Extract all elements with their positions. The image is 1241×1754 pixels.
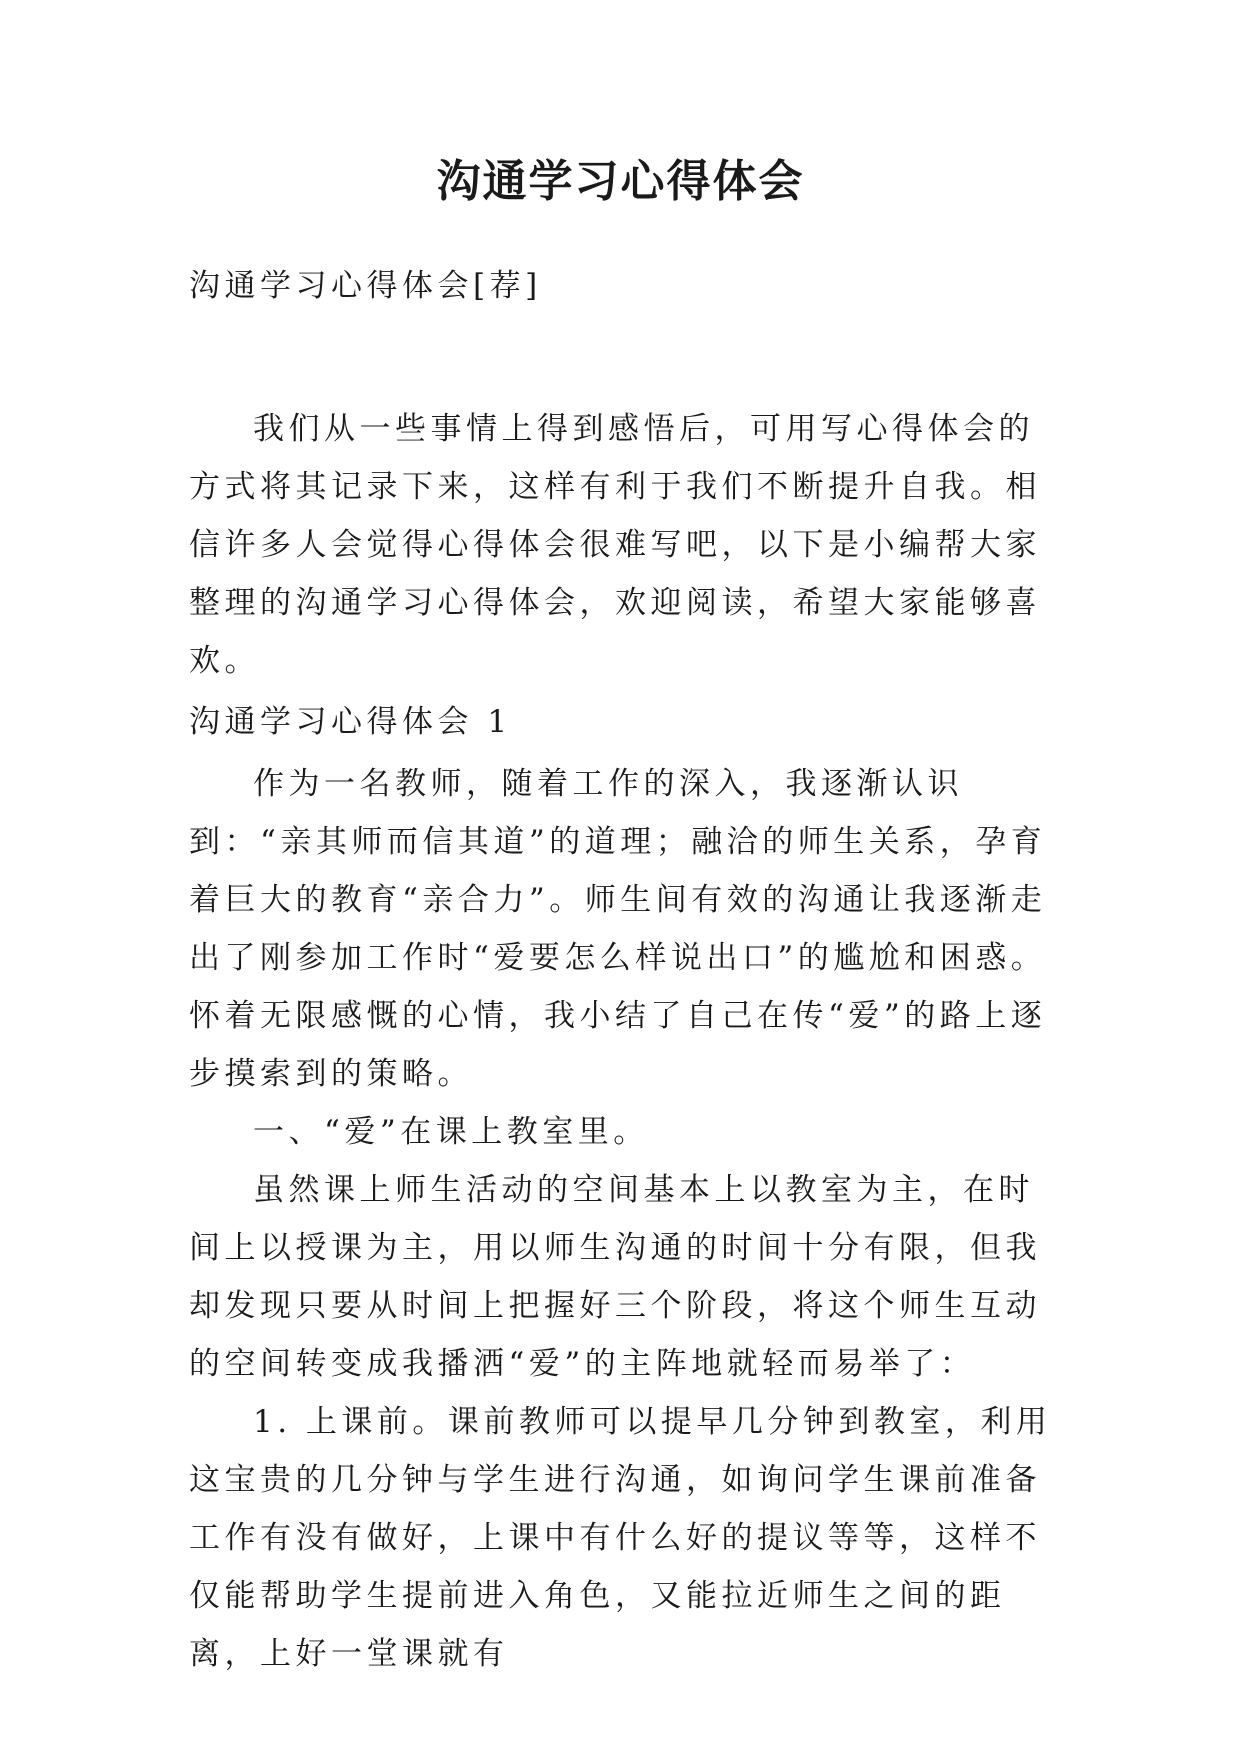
document-subtitle: 沟通学习心得体会[荐] <box>189 268 542 304</box>
section-heading: 沟通学习心得体会 1 <box>189 704 512 740</box>
section-body <box>189 755 1069 1683</box>
intro-paragraph: 我们从一些事情上得到感悟后，可用写心得体会的方式将其记录下来，这样有利于我们不断提升自我。相信许多人会觉得心得体会很难写吧，以下是小编帮大家整理的沟通学习心得体会，欢迎阅读，希望大家能够喜欢。 <box>189 411 1041 679</box>
body-paragraph: 作为一名教师，随着工作的深入，我逐渐认识到：“亲其师而信其道”的道理；融洽的师生关系，孕育着巨大的教育“亲合力”。师生间有效的沟通让我逐渐走出了刚参加工作时“爱要怎么样说出口”的尴尬和困惑。怀着无限感慨的心情，我小结了自己在传“爱”的路上逐步摸索到的策略。 <box>189 766 1047 1092</box>
body-paragraph: 1. 上课前。课前教师可以提早几分钟到教室，利用这宝贵的几分钟与学生进行沟通，如询问学生课前准备工作有没有做好，上课中有什么好的提议等等，这样不仅能帮助学生提前进入角色，又能拉近师生之间的距离，上好一堂课就有 <box>189 1404 1052 1672</box>
document-title: 沟通学习心得体会 <box>436 156 805 207</box>
body-paragraph: 一、“爱”在课上教室里。 <box>253 1114 649 1150</box>
body-paragraph: 虽然课上师生活动的空间基本上以教室为主，在时间上以授课为主，用以师生沟通的时间十分有限，但我却发现只要从时间上把握好三个阶段，将这个师生互动的空间转变成我播洒“爱”的主阵地就轻而易举了： <box>189 1172 1041 1382</box>
